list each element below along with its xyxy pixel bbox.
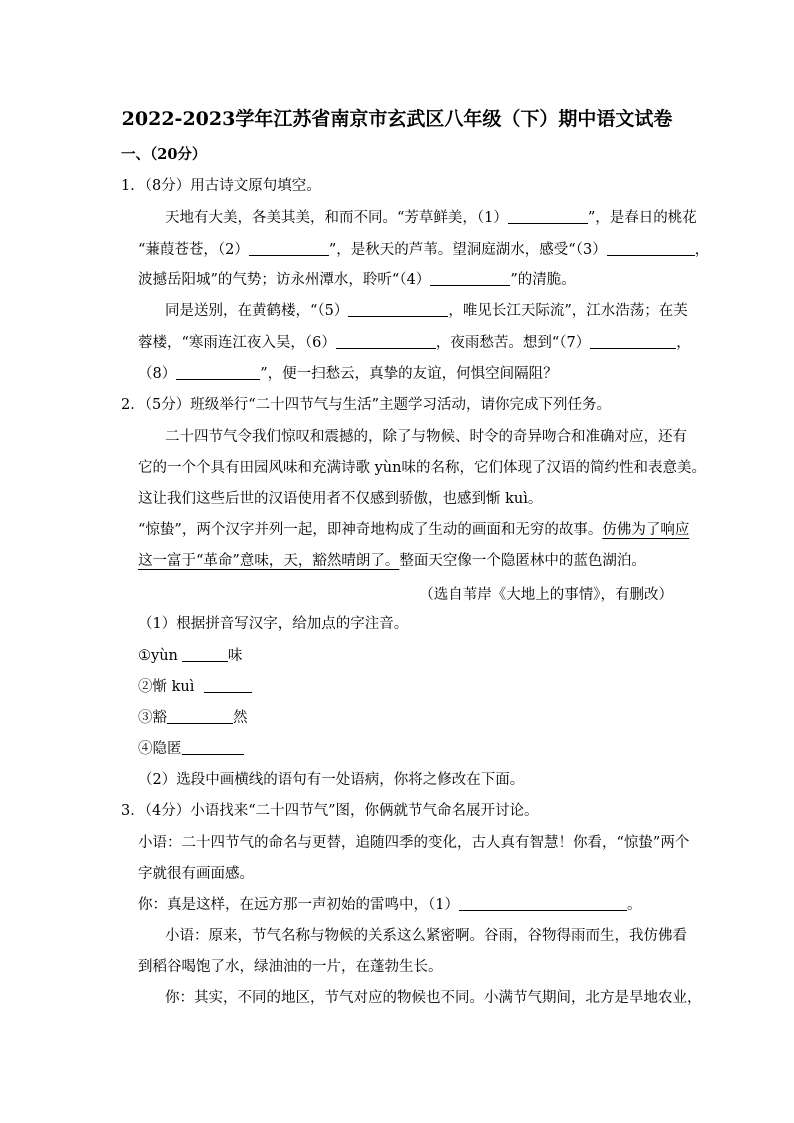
q1-text: ”，是春日的桃花: [587, 210, 697, 226]
q3-dialogue-line6: 你：其实，不同的地区，节气对应的物候也不同。小满节气期间，北方是旱地农业，: [165, 990, 702, 1006]
q1-para1-line1: [165, 208, 697, 228]
q1-text: ”，是秋天的芦苇。望洞庭湖水，感受“（3）: [328, 242, 607, 258]
item-label: ②惭 kuì: [138, 679, 195, 695]
dialogue-text: 。: [626, 897, 642, 913]
q2-subquestion-1: （1）根据拼音写汉字，给加点的字注音。: [138, 616, 409, 632]
q1-para2-line1: [165, 301, 688, 321]
q1-para1-line2: [138, 240, 709, 260]
passage-source: （选自苇岸《大地上的事情》，有删改）: [419, 587, 673, 603]
item-label: 味: [227, 648, 243, 664]
q2-passage-line5: [138, 551, 646, 571]
q1-para2-line3: [138, 364, 558, 384]
dialogue-text: 你：真是这样，在远方那一声初始的雷鸣中，（1）: [138, 897, 459, 913]
item-label: 然: [233, 710, 248, 726]
answer-blank-3[interactable]: [607, 240, 695, 256]
q2-item-3: [138, 708, 248, 728]
item-label: ③豁: [138, 710, 167, 726]
answer-blank-1[interactable]: [508, 208, 588, 224]
question-1-stem: 1．（8分）用古诗文原句填空。: [121, 178, 321, 194]
answer-blank-huo[interactable]: [167, 708, 233, 724]
q1-text: （8）: [138, 366, 177, 382]
q1-text: 同是送别，在黄鹤楼，“（5）: [165, 303, 349, 319]
answer-blank-6[interactable]: [336, 333, 436, 349]
q1-text: 波撼岳阳城”的气势；访永州潭水，聆听“（4）: [138, 272, 431, 288]
answer-blank-4[interactable]: [430, 270, 510, 286]
q1-para2-line2: [138, 333, 691, 353]
q3-dialogue-line4: 小语：原来，节气名称与物候的关系这么紧密啊。谷雨，谷物得雨而生，我仿佛看: [165, 928, 687, 944]
question-2-stem: 2．（5分）班级举行“二十四节气与生活”主题学习活动，请你完成下列任务。: [121, 397, 612, 413]
underlined-sentence: 这一富于“革命”意味，天，豁然晴朗了。: [138, 553, 400, 569]
q3-dialogue-line2: 字就很有画面感。: [138, 866, 254, 882]
q2-passage-line3: 这让我们这些后世的汉语使用者不仅感到骄傲，也感到惭 kuì。: [138, 491, 543, 507]
q2-passage-line4: [138, 520, 689, 540]
answer-blank-yun[interactable]: [182, 646, 228, 662]
answer-blank-q3-1[interactable]: [459, 895, 627, 911]
q2-item-2: [138, 677, 252, 697]
answer-blank-7[interactable]: [590, 333, 676, 349]
q1-text: ”的清脆。: [510, 272, 576, 288]
q2-passage-line2: 它的一个个具有田园风味和充满诗歌 yùn味的名称，它们体现了汉语的简约性和表意美。: [138, 460, 706, 476]
q2-item-4: [138, 739, 244, 759]
section-heading: 一、（20分）: [121, 146, 207, 163]
question-3-stem: 3．（4分）小语找来“二十四节气”图，你俩就节气命名展开讨论。: [121, 803, 539, 819]
q1-text: ”，便一扫愁云，真挚的友谊，何惧空间隔阻？: [260, 366, 558, 382]
q2-subquestion-2: （2）选段中画横线的语句有一处语病，你将之修改在下面。: [138, 772, 525, 788]
q1-text: ，: [676, 335, 691, 351]
answer-blank-ni[interactable]: [182, 739, 244, 755]
answer-blank-kui[interactable]: [204, 677, 252, 693]
q1-text: 天地有大美，各美其美，和而不同。“芳草鲜美，（1）: [165, 210, 508, 226]
q1-para1-line3: [138, 270, 576, 290]
item-label: ④隐匿: [138, 741, 182, 757]
q2-passage-line1: 二十四节气令我们惊叹和震撼的，除了与物候、时令的奇异吻合和准确对应，还有: [165, 429, 687, 445]
q1-text: “蒹葭苍苍，（2）: [138, 242, 249, 258]
exam-title: 2022-2023学年江苏省南京市玄武区八年级（下）期中语文试卷: [121, 108, 673, 130]
q2-item-1: [138, 646, 242, 666]
q3-dialogue-line3: [138, 895, 641, 915]
q1-text: ，夜雨愁苦。想到“（7）: [435, 335, 591, 351]
q1-text: ，唯见长江天际流”，江水浩荡；在芙: [448, 303, 688, 319]
q3-dialogue-line5: 到稻谷喝饱了水，绿油油的一片，在蓬勃生长。: [138, 959, 443, 975]
q1-text: 蓉楼，“寒雨连江夜入吴，（6）: [138, 335, 336, 351]
q3-dialogue-line1: 小语：二十四节气的命名与更替，追随四季的变化，古人真有智慧！你看，“惊蛰”两个: [138, 835, 690, 851]
answer-blank-5[interactable]: [348, 301, 448, 317]
answer-blank-8[interactable]: [176, 364, 260, 380]
item-label: ①yùn: [138, 648, 178, 664]
passage-text: 整面天空像一个隐匿林中的蓝色湖泊。: [399, 553, 646, 569]
q1-text: ，: [694, 242, 710, 258]
underlined-sentence: 仿佛为了响应: [602, 522, 690, 538]
passage-text: “惊蛰”，两个汉字并列一起，即神奇地构成了生动的画面和无穷的故事。: [138, 522, 603, 538]
answer-blank-2[interactable]: [249, 240, 329, 256]
